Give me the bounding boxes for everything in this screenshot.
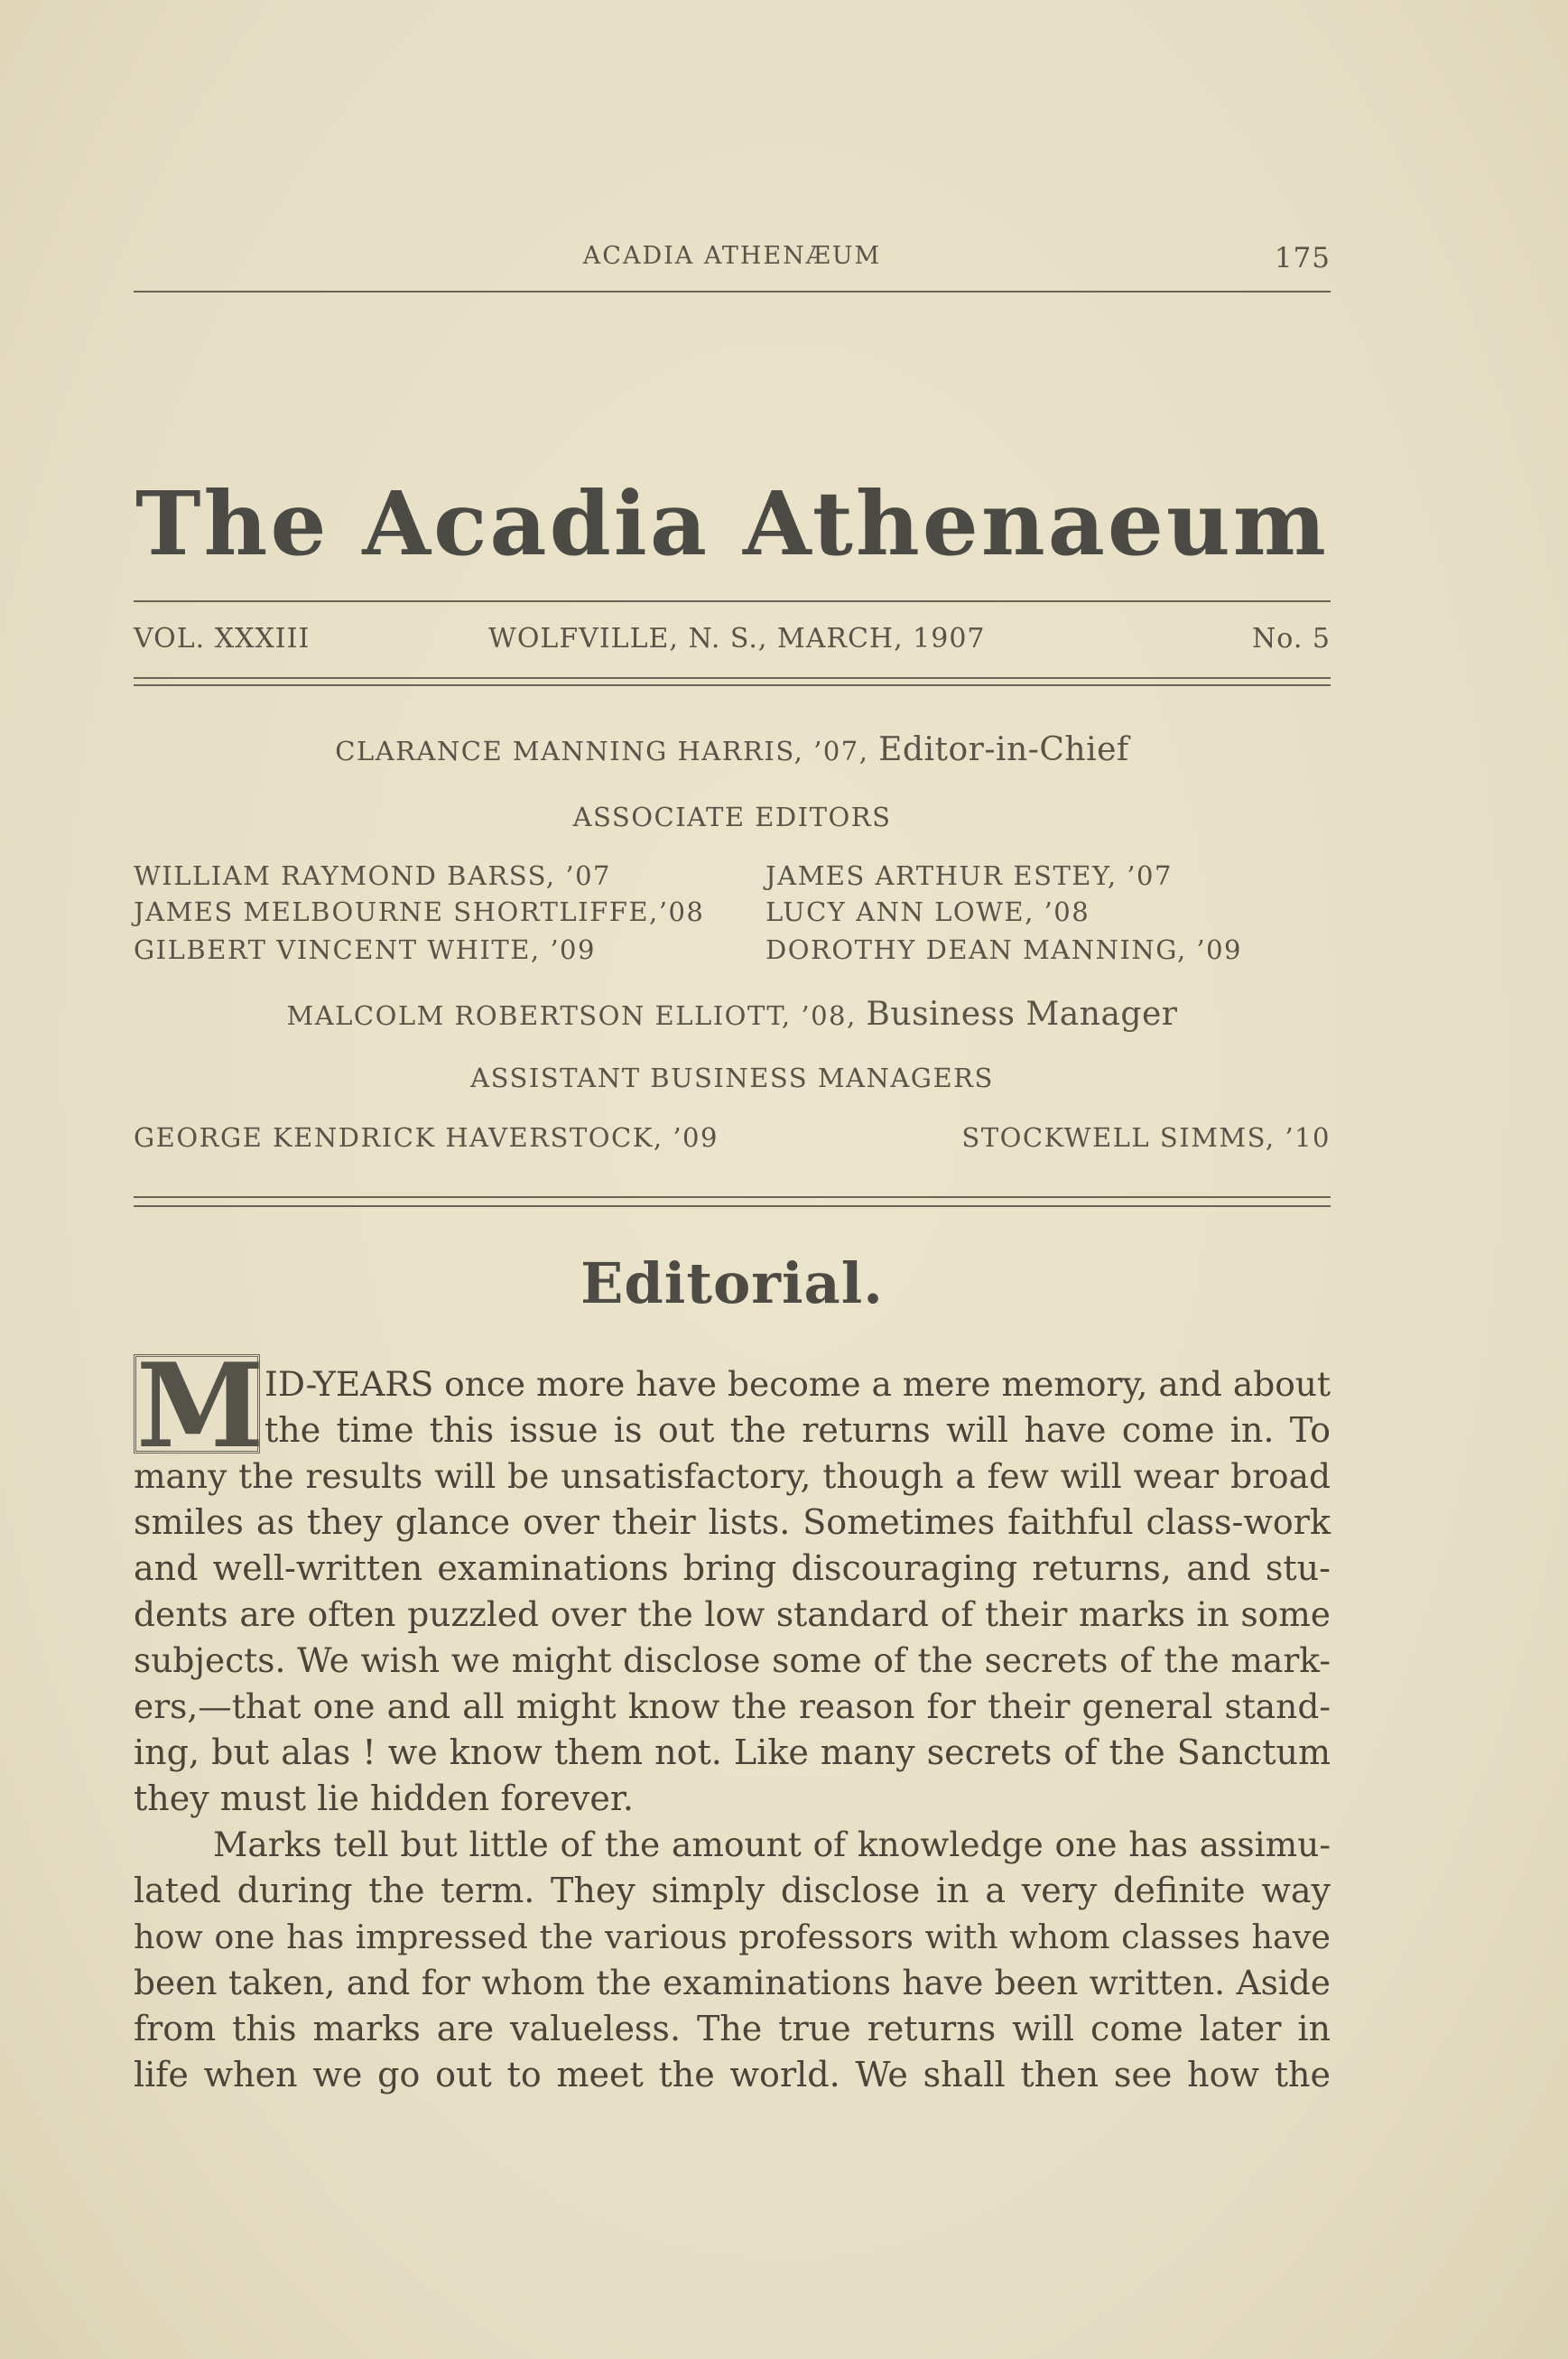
masthead — [134, 460, 1331, 587]
text-line: the time this issue is out the returns will have come in. To — [264, 1410, 1331, 1450]
text-line: from this marks are valueless. The true returns will come later in — [134, 2009, 1331, 2048]
assistant-managers-heading: ASSISTANT BUSINESS MANAGERS — [470, 1063, 994, 1093]
text-line: Marks tell but little of the amount of knowledge one has assimu- — [213, 1825, 1331, 1864]
text-line: lated during the term. They simply disclose in a very definite way — [134, 1871, 1331, 1910]
associate-row — [134, 896, 1331, 937]
business-manager-role: Business Manager — [866, 996, 1178, 1033]
running-title: ACADIA ATHENÆUM — [582, 242, 882, 270]
associate-name: GILBERT VINCENT WHITE, ’09 — [134, 934, 596, 965]
volume: VOL. XXXIII — [134, 623, 311, 655]
issue-rule-bottom — [134, 684, 1331, 686]
associate-name: LUCY ANN LOWE, ’08 — [765, 896, 1090, 927]
staff-rule-bottom — [134, 1205, 1331, 1207]
masthead-title: The Acadia Athenaeum — [135, 471, 1329, 575]
associate-row — [134, 934, 1331, 975]
text-line: dents are often puzzled over the low standard of their marks in some — [134, 1594, 1331, 1634]
associate-name: DOROTHY DEAN MANNING, ’09 — [765, 934, 1242, 965]
issue-number: No. 5 — [1252, 623, 1331, 655]
text-line: ing, but alas ! we know them not. Like many secrets of the Sanctum — [134, 1732, 1331, 1772]
issue-line — [134, 623, 1331, 664]
running-head — [134, 242, 1331, 287]
business-manager-line — [134, 996, 1331, 1050]
issue-rule-top — [134, 677, 1331, 679]
drop-cap: M — [134, 1354, 260, 1453]
paragraph-1 — [134, 1361, 1331, 1822]
associate-editors-heading: ASSOCIATE EDITORS — [572, 802, 892, 832]
associate-name: JAMES ARTHUR ESTEY, ’07 — [765, 860, 1173, 891]
text-line: ers,—that one and all might know the reason for their general stand- — [134, 1686, 1331, 1726]
page-number: 175 — [1274, 242, 1331, 274]
assistant-name: GEORGE KENDRICK HAVERSTOCK, ’09 — [134, 1122, 719, 1153]
associate-name: WILLIAM RAYMOND BARSS, ’07 — [134, 860, 611, 891]
editor-in-chief-line — [134, 731, 1331, 785]
text-line: many the results will be unsatisfactory, though a few will wear broad — [134, 1456, 1331, 1496]
header-rule — [134, 291, 1331, 293]
editor-in-chief-role: Editor-in-Chief — [878, 731, 1129, 768]
associate-name: JAMES MELBOURNE SHORTLIFFE,’08 — [134, 896, 705, 927]
paragraph-2 — [134, 1822, 1331, 2098]
associate-row — [134, 860, 1331, 901]
text-line: life when we go out to meet the world. We shall then see how the — [134, 2055, 1331, 2094]
editor-in-chief-name: CLARANCE MANNING HARRIS, ’07, — [335, 736, 869, 766]
text-line: smiles as they glance over their lists. Sometimes faithful class-work — [134, 1502, 1331, 1542]
text-line: and well-written examinations bring discouraging returns, and stu- — [134, 1548, 1331, 1588]
place-date: WOLFVILLE, N. S., MARCH, 1907 — [488, 623, 986, 655]
assistant-name: STOCKWELL SIMMS, ’10 — [961, 1122, 1331, 1153]
text-line: subjects. We wish we might disclose some of the secrets of the mark- — [134, 1640, 1331, 1680]
text-line: ID-YEARS once more have become a mere memory, and about — [264, 1364, 1331, 1404]
masthead-rule — [134, 600, 1331, 602]
editorial-heading: Editorial. — [580, 1250, 884, 1316]
assistant-row — [134, 1122, 1331, 1163]
text-line: how one has impressed the various professors with whom classes have — [134, 1918, 1331, 1956]
staff-rule-top — [134, 1196, 1331, 1198]
text-line: been taken, and for whom the examinations have been written. Aside — [134, 1963, 1331, 2002]
text-line: they must lie hidden forever. — [134, 1779, 634, 1818]
business-manager-name: MALCOLM ROBERTSON ELLIOTT, ’08, — [286, 1000, 857, 1031]
